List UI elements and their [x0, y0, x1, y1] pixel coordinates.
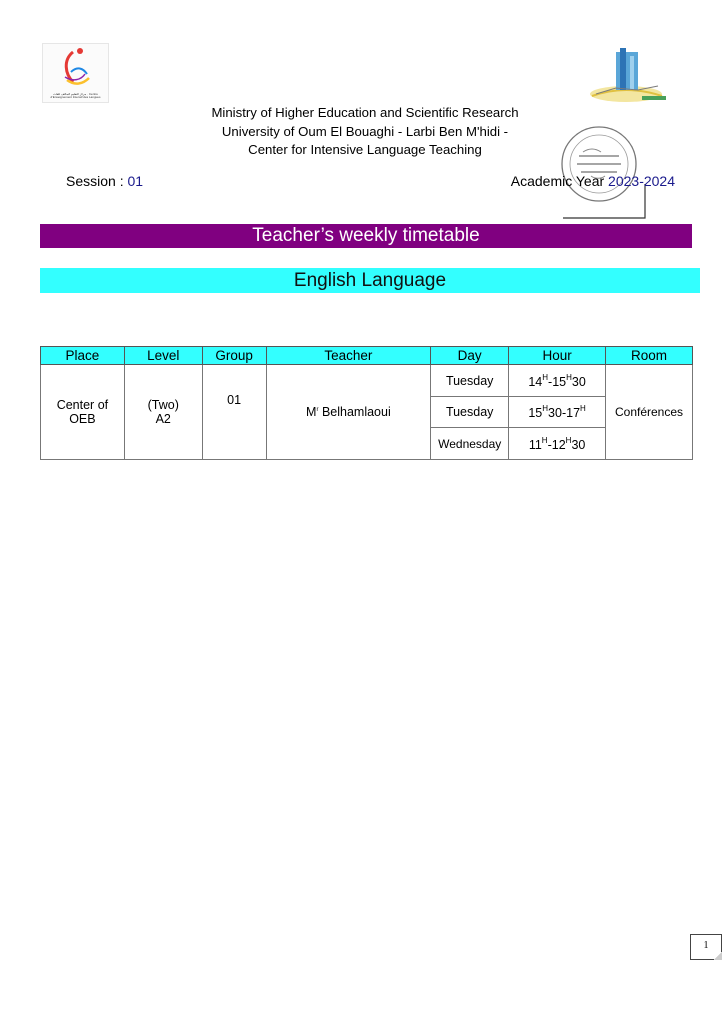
table-row	[41, 365, 693, 397]
header-teacher: Teacher	[266, 347, 431, 365]
academic-year-value: 2023-2024	[608, 173, 675, 189]
header-hour: Hour	[509, 347, 606, 365]
teacher-prefix: M	[306, 405, 317, 419]
hour-start-m: 30	[548, 406, 562, 420]
center-line: Center for Intensive Language Teaching	[248, 142, 482, 157]
page-number: 1	[690, 934, 722, 960]
timetable-title-band: Teacher’s weekly timetable	[40, 224, 692, 248]
room-cell: Conférences	[606, 365, 693, 460]
hour-dash: -	[561, 406, 567, 420]
level-cell	[124, 365, 202, 460]
hour-end-m: 30	[571, 374, 586, 389]
teacher-cell	[266, 365, 431, 460]
hour-dash: -	[547, 437, 552, 452]
day-cell: Wednesday	[431, 428, 509, 460]
subject-band: English Language	[40, 268, 700, 293]
hour-sep: H	[580, 404, 586, 413]
institution-header	[150, 104, 580, 160]
place-line1: Center of	[56, 398, 109, 412]
day-cell: Tuesday	[431, 397, 509, 428]
session-info	[66, 173, 143, 189]
level-line1: (Two)	[147, 398, 179, 412]
center-logo-caption: مركز التعليم المكثف للغات · Centre d'Enseignement Intensif des Langues	[50, 93, 101, 100]
level-line2: A2	[155, 412, 171, 426]
place-line2: OEB	[69, 412, 96, 426]
group-cell	[202, 365, 266, 460]
hour-start-h: 11	[528, 437, 542, 452]
academic-year-label: Academic Year	[510, 173, 605, 189]
university-line: University of Oum El Bouaghi - Larbi Ben M'hidi -	[221, 123, 509, 139]
header-place: Place	[41, 347, 125, 365]
teacher-name: Belhamlaoui	[321, 405, 391, 419]
academic-year-info	[511, 173, 675, 189]
place-cell	[41, 365, 125, 460]
session-value: 01	[127, 173, 144, 189]
hour-end-h: 12	[551, 437, 566, 452]
timetable-table	[40, 346, 693, 460]
center-logo-icon	[43, 44, 108, 94]
hour-sep: H	[565, 435, 572, 445]
hour-cell	[509, 397, 606, 428]
hour-sep: H	[541, 435, 548, 445]
day-cell: Tuesday	[431, 365, 509, 397]
hour-sep: H	[542, 372, 549, 382]
hour-cell	[509, 365, 606, 397]
group-value: 01	[227, 393, 242, 407]
hour-end-h: 15	[552, 374, 567, 389]
session-label: Session :	[66, 173, 124, 189]
table-header-row	[41, 347, 693, 365]
hour-sep: H	[542, 404, 549, 413]
hour-cell	[509, 428, 606, 460]
hour-end-m: 30	[571, 437, 586, 452]
center-logo	[42, 43, 109, 103]
hour-start-h: 14	[528, 374, 543, 389]
ministry-line: Ministry of Higher Education and Scientific Research	[211, 105, 519, 120]
teacher-prefix-sup: r	[316, 407, 319, 413]
header-group: Group	[202, 347, 266, 365]
hour-sep: H	[566, 372, 572, 382]
header-day: Day	[431, 347, 509, 365]
header-room: Room	[606, 347, 693, 365]
hour-dash: -	[548, 374, 553, 389]
header-level: Level	[124, 347, 202, 365]
hour-start-h: 15	[528, 406, 543, 420]
university-logo-icon	[586, 44, 674, 106]
hour-end-h: 17	[566, 406, 581, 420]
